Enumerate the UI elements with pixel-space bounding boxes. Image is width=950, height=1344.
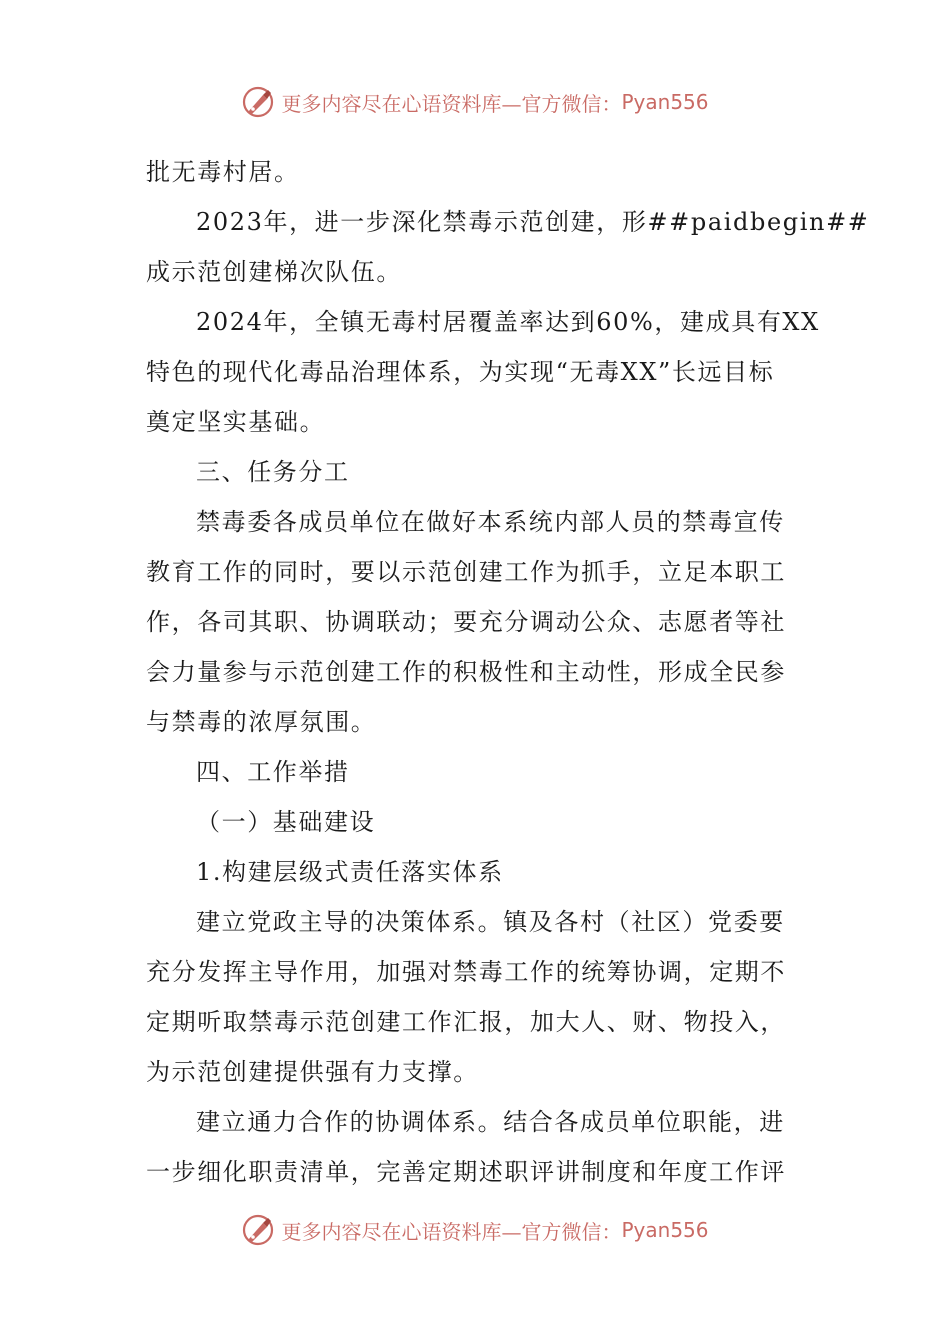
- text-line: 奠定坚实基础。: [146, 408, 326, 436]
- watermark-wechat-id: Pyan556: [621, 1218, 709, 1242]
- text-line: 充分发挥主导作用，加强对禁毒工作的统筹协调，定期不: [146, 958, 786, 986]
- text-line: 定期听取禁毒示范创建工作汇报，加大人、财、物投入，: [146, 1008, 786, 1036]
- header-watermark-banner: [0, 82, 950, 122]
- watermark-text: 更多内容尽在心语资料库—官方微信：: [281, 91, 622, 116]
- text-line: 批无毒村居。: [146, 158, 300, 186]
- text-line: 2023年，进一步深化禁毒示范创建，形##paidbegin##: [196, 208, 870, 236]
- watermark-text: 更多内容尽在心语资料库—官方微信：: [281, 1219, 622, 1244]
- text-line: 一步细化职责清单，完善定期述职评讲制度和年度工作评: [146, 1158, 786, 1186]
- section-heading: 四、工作举措: [196, 758, 350, 786]
- pen-nib-circle-icon: [241, 85, 275, 119]
- text-line: 成示范创建梯次队伍。: [146, 258, 402, 286]
- text-line: 为示范创建提供强有力支撑。: [146, 1058, 479, 1086]
- subsection-heading: （一）基础建设: [196, 808, 376, 836]
- text-line: 作，各司其职、协调联动；要充分调动公众、志愿者等社: [146, 608, 786, 636]
- document-body: [146, 147, 870, 1197]
- text-line: 与禁毒的浓厚氛围。: [146, 708, 377, 736]
- text-line: 会力量参与示范创建工作的积极性和主动性，形成全民参: [146, 658, 786, 686]
- pen-nib-circle-icon: [241, 1213, 275, 1247]
- text-line: 建立通力合作的协调体系。结合各成员单位职能，进: [196, 1108, 785, 1136]
- watermark-wechat-id: Pyan556: [621, 90, 709, 114]
- item-heading: 1.构建层级式责任落实体系: [196, 858, 504, 886]
- footer-watermark-banner: [0, 1210, 950, 1250]
- text-line: 禁毒委各成员单位在做好本系统内部人员的禁毒宣传: [196, 508, 785, 536]
- section-heading: 三、任务分工: [196, 458, 350, 486]
- text-line: 特色的现代化毒品治理体系，为实现“无毒XX”长远目标: [146, 358, 775, 386]
- text-line: 教育工作的同时，要以示范创建工作为抓手，立足本职工: [146, 558, 786, 586]
- text-line: 2024年，全镇无毒村居覆盖率达到60%，建成具有XX: [196, 308, 820, 336]
- text-line: 建立党政主导的决策体系。镇及各村（社区）党委要: [196, 908, 785, 936]
